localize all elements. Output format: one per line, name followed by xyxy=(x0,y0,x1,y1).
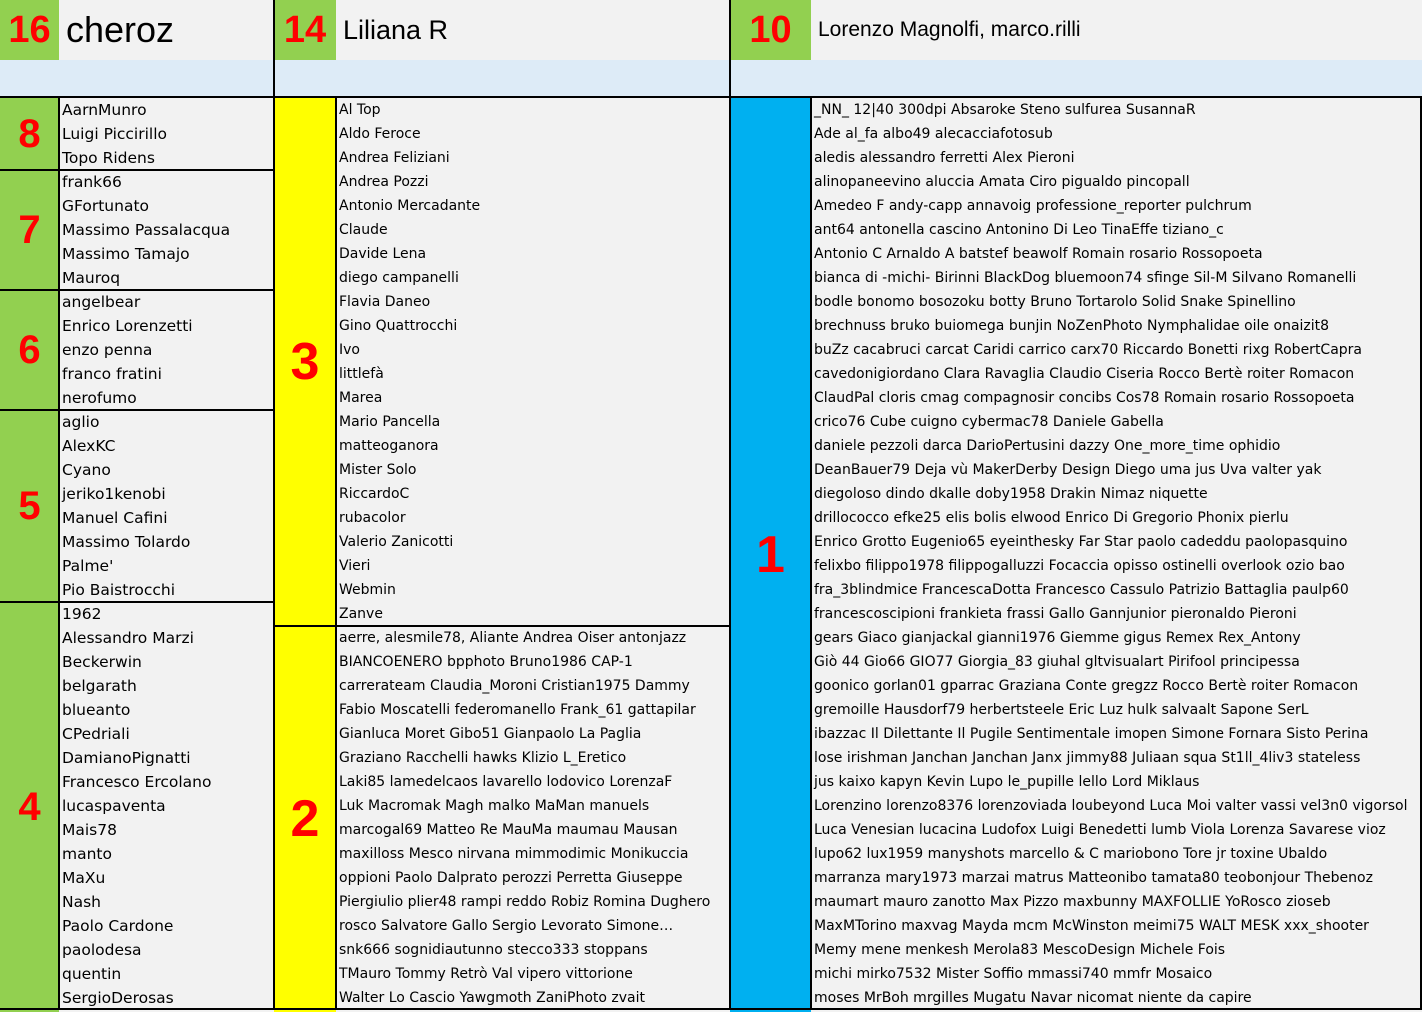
list-item: Piergiulio plier48 rampi reddo Robiz Romina Dughero xyxy=(339,894,711,910)
list-item: Gino Quattrocchi xyxy=(339,318,458,334)
list-item: bianca di -michi- Birinni BlackDog bluemoon74 sfinge Sil-M Silvano Romanelli xyxy=(814,270,1357,286)
mid-score-3: 3 xyxy=(274,98,336,626)
list-item: 1962 xyxy=(62,605,102,623)
grid-line xyxy=(0,409,274,411)
list-item: carrerateam Claudia_Moroni Cristian1975 Dammy xyxy=(339,678,690,694)
list-item: TMauro Tommy Retrò Val vipero vittorione xyxy=(339,966,633,982)
list-item: littlefà xyxy=(339,366,384,382)
list-item: aglio xyxy=(62,413,100,431)
left-score-6: 6 xyxy=(0,290,59,410)
list-item: Andrea Feliziani xyxy=(339,150,450,166)
list-item: _NN_ 12|40 300dpi Absaroke Steno sulfurea SusannaR xyxy=(814,102,1196,118)
list-item: Aldo Feroce xyxy=(339,126,421,142)
list-item: maxilloss Mesco nirvana mimmodimic Monikuccia xyxy=(339,846,689,862)
list-item: Antonio C Arnaldo A batstef beawolf Romain rosario Rossopoeta xyxy=(814,246,1263,262)
list-item: gears Giaco gianjackal gianni1976 Giemme gigus Remex Rex_Antony xyxy=(814,630,1301,646)
list-item: aledis alessandro ferretti Alex Pieroni xyxy=(814,150,1075,166)
list-item: diego campanelli xyxy=(339,270,459,286)
list-item: lose irishman Janchan Janchan Janx jimmy88 Juliaan squa St1ll_4liv3 stateless xyxy=(814,750,1361,766)
list-item: francescoscipioni frankieta frassi Gallo Gannjunior pieronaldo Pieroni xyxy=(814,606,1297,622)
list-item: Manuel Cafini xyxy=(62,509,168,527)
grid-line xyxy=(810,96,812,1010)
list-item: SergioDerosas xyxy=(62,989,174,1007)
mid-names-panel xyxy=(336,98,730,1012)
list-item: MaxMTorino maxvag Mayda mcm McWinston meimi75 WALT MESK xxx_shooter xyxy=(814,918,1369,934)
list-item: Enrico Lorenzetti xyxy=(62,317,193,335)
list-item: Gianluca Moret Gibo51 Gianpaolo La Paglia xyxy=(339,726,642,742)
list-item: Palme' xyxy=(62,557,114,575)
list-item: Topo Ridens xyxy=(62,149,155,167)
list-item: Ade al_fa albo49 alecacciafotosub xyxy=(814,126,1053,142)
list-item: crico76 Cube cuigno cybermac78 Daniele Gabella xyxy=(814,414,1164,430)
mid-score-2: 2 xyxy=(274,626,336,1012)
list-item: ibazzac Il Dilettante Il Pugile Sentimentale imopen Simone Fornara Sisto Perina xyxy=(814,726,1369,742)
list-item: Nash xyxy=(62,893,101,911)
list-item: franco fratini xyxy=(62,365,162,383)
list-item: Zanve xyxy=(339,606,383,622)
list-item: Walter Lo Cascio Yawgmoth ZaniPhoto zvait xyxy=(339,990,646,1006)
grid-line xyxy=(0,289,274,291)
list-item: goonico gorlan01 gparrac Graziana Conte gregzz Rocco Bertè roiter Romacon xyxy=(814,678,1359,694)
list-item: Luk Macromak Magh malko MaMan manuels xyxy=(339,798,650,814)
list-item: belgarath xyxy=(62,677,137,695)
list-item: enzo penna xyxy=(62,341,153,359)
list-item: ant64 antonella cascino Antonino Di Leo TinaEffe tiziano_c xyxy=(814,222,1224,238)
grid-line xyxy=(58,96,60,1010)
grid-line xyxy=(0,601,274,603)
list-item: DamianoPignatti xyxy=(62,749,191,767)
left-score-7: 7 xyxy=(0,170,59,290)
list-item: Ivo xyxy=(339,342,360,358)
list-item: Luca Venesian lucacina Ludofox Luigi Benedetti lumb Viola Lorenza Savarese vioz xyxy=(814,822,1386,838)
list-item: Laki85 lamedelcaos lavarello lodovico LorenzaF xyxy=(339,774,673,790)
list-item: rosco Salvatore Gallo Sergio Levorato Simone… xyxy=(339,918,674,934)
grid-line xyxy=(0,96,1422,98)
list-item: frank66 xyxy=(62,173,122,191)
list-item: matteoganora xyxy=(339,438,439,454)
list-item: paolodesa xyxy=(62,941,142,959)
first-place-score: 16 xyxy=(0,0,59,60)
list-item: ClaudPal cloris cmag compagnosir concibs Cos78 Romain rosario Rossopoeta xyxy=(814,390,1355,406)
list-item: Memy mene menkesh Merola83 MescoDesign Michele Fois xyxy=(814,942,1226,958)
list-item: blueanto xyxy=(62,701,131,719)
right-names-panel xyxy=(811,98,1422,1012)
list-item: Claude xyxy=(339,222,388,238)
list-item: manto xyxy=(62,845,112,863)
list-item: AarnMunro xyxy=(62,101,147,119)
list-item: AlexKC xyxy=(62,437,116,455)
list-item: Cyano xyxy=(62,461,111,479)
list-item: Mais78 xyxy=(62,821,117,839)
list-item: Paolo Cardone xyxy=(62,917,174,935)
list-item: Amedeo F andy-capp annavoig professione_reporter pulchrum xyxy=(814,198,1252,214)
list-item: jus kaixo kapyn Kevin Lupo le_pupille lello Lord Miklaus xyxy=(814,774,1200,790)
list-item: angelbear xyxy=(62,293,141,311)
list-item: alinopaneevino aluccia Amata Ciro pigualdo pincopall xyxy=(814,174,1190,190)
list-item: Flavia Daneo xyxy=(339,294,431,310)
second-place-name: Liliana R xyxy=(336,0,730,60)
list-item: Alessandro Marzi xyxy=(62,629,194,647)
separator-band xyxy=(0,60,1422,98)
list-item: Massimo Tamajo xyxy=(62,245,190,263)
list-item: Pio Baistrocchi xyxy=(62,581,176,599)
list-item: bodle bonomo bosozoku botty Bruno Tortarolo Solid Snake Spinellino xyxy=(814,294,1296,310)
list-item: drillococco efke25 elis bolis elwood Enrico Di Gregorio Phonix pierlu xyxy=(814,510,1289,526)
list-item: CPedriali xyxy=(62,725,130,743)
list-item: diegoloso dindo dkalle doby1958 Drakin Nimaz niquette xyxy=(814,486,1208,502)
list-item: gremoille Hausdorf79 herbertsteele Eric Luz hulk salvaalt Sapone SerL xyxy=(814,702,1309,718)
list-item: Fabio Moscatelli federomanello Frank_61 gattapilar xyxy=(339,702,696,718)
list-item: snk666 sognidiautunno stecco333 stoppans xyxy=(339,942,648,958)
list-item: Giò 44 Gio66 GIO77 Giorgia_83 giuhal gltvisualart Pirifool principessa xyxy=(814,654,1300,670)
right-name-list xyxy=(811,98,1422,1010)
list-item: Valerio Zanicotti xyxy=(339,534,454,550)
list-item: Massimo Passalacqua xyxy=(62,221,231,239)
list-item: Marea xyxy=(339,390,383,406)
list-item: oppioni Paolo Dalprato perozzi Perretta Giuseppe xyxy=(339,870,683,886)
grid-line xyxy=(274,625,730,627)
grid-line xyxy=(0,1008,1422,1010)
grid-line xyxy=(729,0,731,1010)
list-item: Graziano Racchelli hawks Klizio L_Eretico xyxy=(339,750,627,766)
left-name-list xyxy=(59,98,274,1010)
list-item: Mario Pancella xyxy=(339,414,441,430)
left-score-4: 4 xyxy=(0,602,59,1012)
left-names-panel xyxy=(59,98,274,1012)
list-item: marranza mary1973 marzai matrus Matteonibo tamata80 teobonjour Thebenoz xyxy=(814,870,1373,886)
list-item: MaXu xyxy=(62,869,106,887)
list-item: DeanBauer79 Deja vù MakerDerby Design Diego uma jus Uva valter yak xyxy=(814,462,1322,478)
left-score-5: 5 xyxy=(0,410,59,602)
right-score-1: 1 xyxy=(730,98,811,1012)
third-place-score: 10 xyxy=(730,0,811,60)
list-item: GFortunato xyxy=(62,197,150,215)
list-item: quentin xyxy=(62,965,122,983)
list-item: maumart mauro zanotto Max Pizzo maxbunny MAXFOLLIE YoRosco zioseb xyxy=(814,894,1331,910)
second-place-score: 14 xyxy=(274,0,336,60)
list-item: Andrea Pozzi xyxy=(339,174,429,190)
list-item: aerre, alesmile78, Aliante Andrea Oiser antonjazz xyxy=(339,630,687,646)
list-item: cavedonigiordano Clara Ravaglia Claudio Ciseria Rocco Bertè roiter Romacon xyxy=(814,366,1355,382)
list-item: Al Top xyxy=(339,102,381,118)
list-item: jeriko1kenobi xyxy=(62,485,166,503)
list-item: BIANCOENERO bpphoto Bruno1986 CAP-1 xyxy=(339,654,633,670)
list-item: Francesco Ercolano xyxy=(62,773,212,791)
list-item: Lorenzino lorenzo8376 lorenzoviada loubeyond Luca Moi valter vassi vel3n0 vigorsol xyxy=(814,798,1408,814)
left-score-8: 8 xyxy=(0,98,59,170)
list-item: brechnuss bruko buiomega bunjin NoZenPhoto Nymphalidae oile onaizit8 xyxy=(814,318,1330,334)
list-item: Beckerwin xyxy=(62,653,142,671)
grid-line xyxy=(1420,96,1422,1010)
list-item: RiccardoC xyxy=(339,486,410,502)
list-item: Davide Lena xyxy=(339,246,427,262)
list-item: Vieri xyxy=(339,558,371,574)
list-item: michi mirko7532 Mister Soffio mmassi740 mmfr Mosaico xyxy=(814,966,1213,982)
list-item: lucaspaventa xyxy=(62,797,166,815)
list-item: Luigi Piccirillo xyxy=(62,125,168,143)
list-item: moses MrBoh mrgilles Mugatu Navar nicomat niente da capire xyxy=(814,990,1252,1006)
list-item: marcogal69 Matteo Re MauMa maumau Mausan xyxy=(339,822,678,838)
mid-name-list xyxy=(336,98,730,1010)
grid-line xyxy=(0,169,274,171)
grid-line xyxy=(335,96,337,1010)
list-item: Enrico Grotto Eugenio65 eyeinthesky Far Star paolo cadeddu paolopasquino xyxy=(814,534,1348,550)
list-item: daniele pezzoli darca DarioPertusini dazzy One_more_time ophidio xyxy=(814,438,1281,454)
third-place-names: Lorenzo Magnolfi, marco.rilli xyxy=(811,0,1422,60)
grid-line xyxy=(273,0,275,1010)
list-item: nerofumo xyxy=(62,389,137,407)
list-item: lupo62 lux1959 manyshots marcello & C mariobono Tore jr toxine Ubaldo xyxy=(814,846,1328,862)
list-item: Antonio Mercadante xyxy=(339,198,481,214)
list-item: Mister Solo xyxy=(339,462,417,478)
first-place-name: cheroz xyxy=(59,0,274,60)
list-item: Mauroq xyxy=(62,269,121,287)
list-item: Massimo Tolardo xyxy=(62,533,191,551)
list-item: buZz cacabruci carcat Caridi carrico carx70 Riccardo Bonetti rixg RobertCapra xyxy=(814,342,1363,358)
list-item: rubacolor xyxy=(339,510,406,526)
list-item: fra_3blindmice FrancescaDotta Francesco Cassulo Patrizio Battaglia paulp60 xyxy=(814,582,1349,598)
list-item: Webmin xyxy=(339,582,396,598)
list-item: felixbo filippo1978 filippogalluzzi Focaccia opisso ostinelli overlook ozio bao xyxy=(814,558,1345,574)
